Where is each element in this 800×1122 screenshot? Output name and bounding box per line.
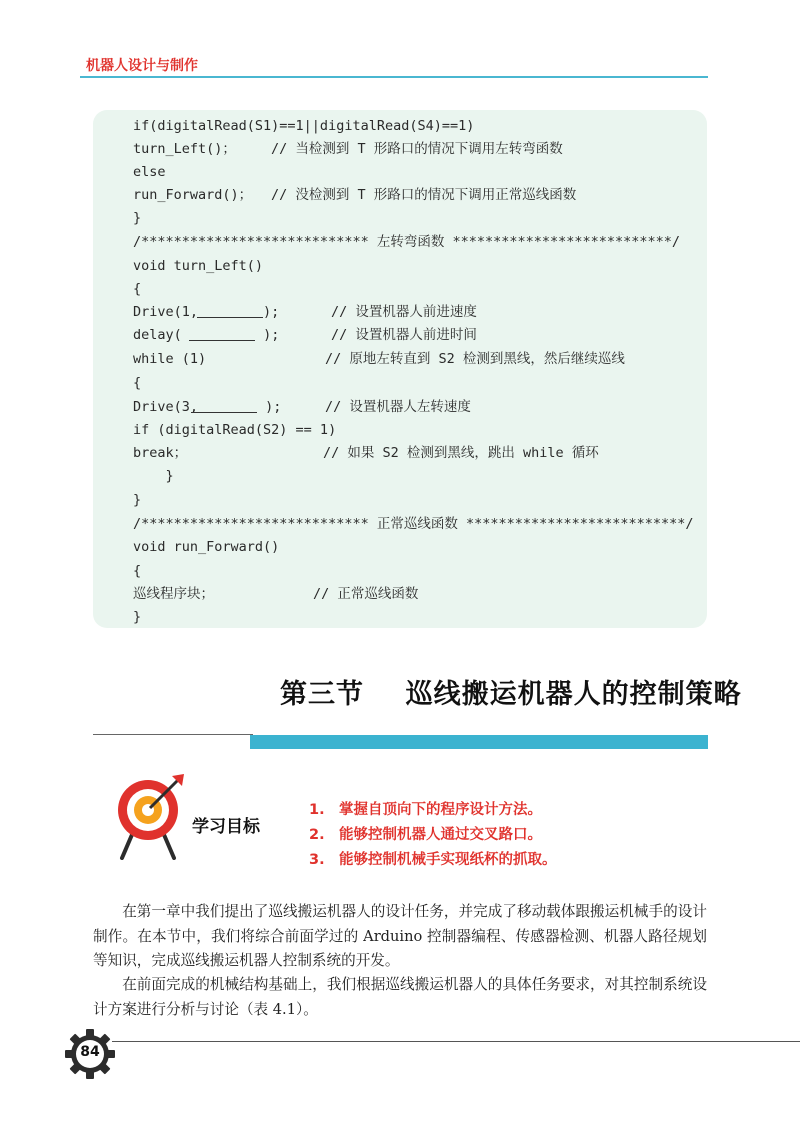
code-line: /**************************** 左转弯函数 ***************************/	[133, 234, 681, 250]
objective-item: 3. 能够控制机械手实现纸杯的抓取。	[309, 852, 557, 868]
code-comment: // 正常巡线函数	[313, 586, 419, 602]
body-paragraph: 在第一章中我们提出了巡线搬运机器人的设计任务，并完成了移动载体跟搬运机械手的设计制作。在本节中，我们将综合前面学过的 Arduino 控制器编程、传感器检测、机器人路径规划等知识，完成巡线搬运机器人控制系统的开发。	[93, 903, 707, 969]
page-number: 84	[80, 1044, 100, 1060]
section-title: 第三节 巡线搬运机器人的控制策略	[280, 679, 742, 710]
code-line: else	[133, 164, 166, 180]
code-line: if (digitalRead(S2) == 1)	[133, 422, 337, 438]
code-comment: // 原地左转直到 S2 检测到黑线，然后继续巡线	[325, 351, 625, 367]
code-line: }	[133, 492, 142, 508]
fill-in-blank	[191, 398, 257, 413]
code-line: {	[133, 375, 142, 391]
code-line: }	[133, 468, 174, 484]
code-comment: // 设置机器人前进速度	[331, 304, 477, 320]
objective-item: 2. 能够控制机器人通过交叉路口。	[309, 827, 542, 843]
objective-item: 1. 掌握自顶向下的程序设计方法。	[309, 802, 542, 818]
code-line: turn_Left()； // 当检测到 T 形路口的情况下调用左转弯函数	[133, 141, 563, 157]
code-line: delay( ); // 设置机器人前进时间	[133, 327, 477, 343]
code-line: {	[133, 281, 142, 297]
code-line: }	[133, 609, 142, 625]
code-line: {	[133, 563, 142, 579]
code-line: while (1) // 原地左转直到 S2 检测到黑线，然后继续巡线	[133, 351, 625, 367]
code-line: 巡线程序块； // 正常巡线函数	[133, 586, 419, 602]
fill-in-blank	[197, 303, 263, 318]
section-divider-line	[93, 734, 253, 735]
section-divider-bar	[250, 735, 708, 749]
code-comment: // 设置机器人左转速度	[325, 399, 471, 415]
code-line: void turn_Left()	[133, 258, 264, 274]
code-line: break； // 如果 S2 检测到黑线，跳出 while 循环	[133, 445, 599, 461]
code-line: void run_Forward()	[133, 539, 280, 555]
code-line: }	[133, 210, 142, 226]
code-comment: // 没检测到 T 形路口的情况下调用正常巡线函数	[271, 187, 577, 203]
page-header-title: 机器人设计与制作	[86, 58, 198, 74]
code-line: /**************************** 正常巡线函数 ***************************/	[133, 516, 694, 532]
fill-in-blank	[189, 326, 255, 341]
code-comment: // 当检测到 T 形路口的情况下调用左转弯函数	[271, 141, 563, 157]
code-comment: // 如果 S2 检测到黑线，跳出 while 循环	[323, 445, 599, 461]
body-paragraph: 在前面完成的机械结构基础上，我们根据巡线搬运机器人的具体任务要求，对其控制系统设计方案进行分析与讨论（表 4.1）。	[93, 976, 707, 1018]
code-line: Drive(1, ); // 设置机器人前进速度	[133, 304, 477, 320]
header-rule	[80, 76, 708, 78]
target-icon	[112, 770, 190, 860]
code-line: if(digitalRead(S1)==1||digitalRead(S4)==1)	[133, 118, 475, 134]
code-comment: // 设置机器人前进时间	[331, 327, 477, 343]
footer-rule	[112, 1041, 800, 1042]
code-line: Drive(3, ); // 设置机器人左转速度	[133, 399, 471, 415]
objectives-label: 学习目标	[192, 817, 260, 837]
code-line: run_Forward()； // 没检测到 T 形路口的情况下调用正常巡线函数	[133, 187, 577, 203]
